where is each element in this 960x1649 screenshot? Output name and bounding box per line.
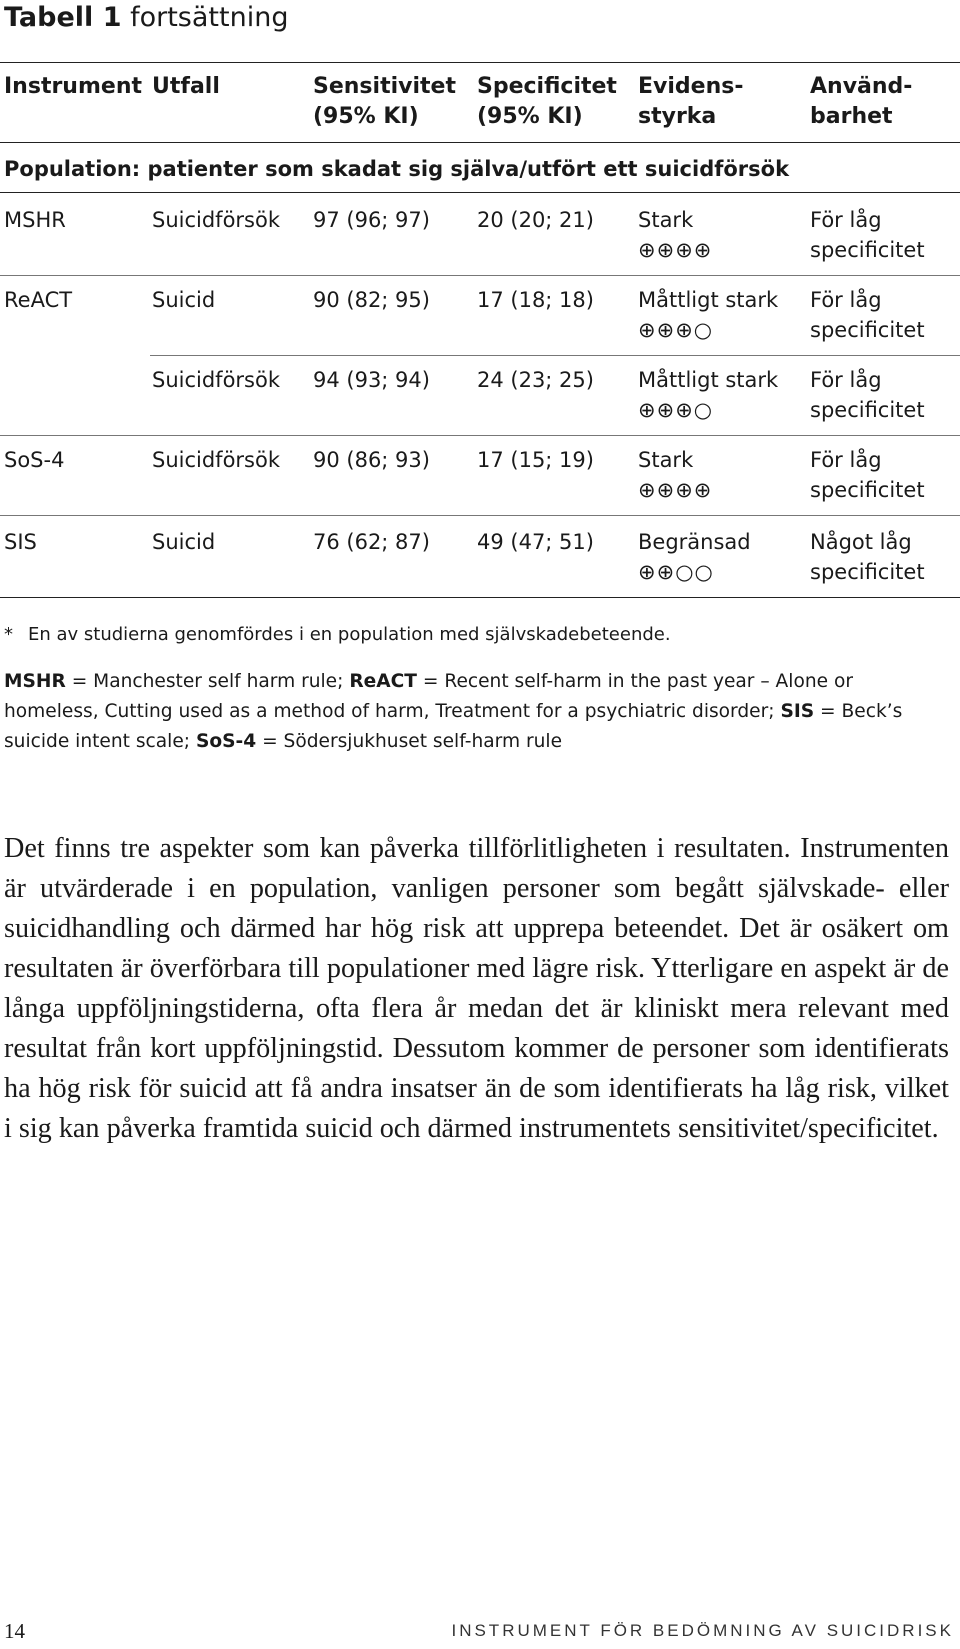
- header-sensitivitet-line2: (95% KI): [313, 104, 419, 129]
- row-divider: [0, 275, 960, 276]
- abbr-term: SIS: [780, 701, 815, 722]
- footnote-text: En av studierna genomfördes i en population med självskadebeteende.: [28, 624, 671, 645]
- cell-anvandbarhet: [810, 445, 925, 505]
- abbr-definition: = Manchester self harm rule;: [65, 671, 350, 692]
- evidence-grade-icon: ⊕⊕⊕⊕: [638, 478, 713, 502]
- row-divider: [0, 435, 960, 436]
- population-row: Population: patienter som skadat sig själva/utfört ett suicidförsök: [4, 157, 790, 181]
- cell-evidensstyrka: [638, 285, 778, 345]
- header-sensitivitet: [313, 72, 456, 132]
- evidence-grade-icon: ⊕⊕○○: [638, 560, 714, 584]
- body-paragraph-block: [4, 829, 949, 1149]
- cell-evidensstyrka: [638, 365, 778, 425]
- anvand-line2: specificitet: [810, 238, 925, 262]
- cell-utfall: Suicid: [152, 288, 216, 312]
- cell-evidensstyrka: [638, 527, 751, 587]
- table-caption-title: fortsättning: [130, 2, 289, 33]
- header-instrument: Instrument: [4, 74, 142, 99]
- anvand-line1: Något låg: [810, 530, 912, 554]
- cell-specificitet: 20 (20; 21): [477, 208, 594, 232]
- cell-utfall: Suicidförsök: [152, 368, 281, 392]
- cell-sensitivitet: 90 (82; 95): [313, 288, 430, 312]
- abbr-term: SoS-4: [195, 731, 257, 752]
- abbreviation-list: [4, 667, 944, 757]
- table-footnote: [4, 620, 671, 650]
- header-anvandbarhet: [810, 72, 912, 132]
- table-top-rule: [0, 62, 960, 63]
- footnote-marker: *: [4, 624, 13, 645]
- cell-specificitet: 17 (18; 18): [477, 288, 594, 312]
- cell-sensitivitet: 94 (93; 94): [313, 368, 430, 392]
- cell-specificitet: 24 (23; 25): [477, 368, 594, 392]
- evidens-label: Stark: [638, 448, 694, 472]
- header-specificitet-line1: Specificitet: [477, 74, 617, 99]
- header-evidens-line2: styrka: [638, 104, 717, 129]
- row-divider: [150, 355, 960, 356]
- abbr-definition: = Södersjukhuset self-harm rule: [256, 731, 563, 752]
- header-evidensstyrka: [638, 72, 743, 132]
- evidence-grade-icon: ⊕⊕⊕○: [638, 318, 714, 342]
- abbr-term: ReACT: [349, 671, 417, 692]
- header-evidens-line1: Evidens-: [638, 74, 744, 99]
- anvand-line2: specificitet: [810, 318, 925, 342]
- body-paragraph: Det finns tre aspekter som kan påverka tillförlitligheten i resultaten. Instrumenten är utvärderade i en population, vanligen personer som begått självskade- eller suicidhandling och därmed har hög risk att upprepa beteendet. Det är osäkert om resultaten är överförbara till populationer med lägre risk. Ytterligare en aspekt är de långa uppföljningstiderna, ofta flera år medan det är kliniskt mera relevant med resultat från kort uppföljningstid. Dessutom kommer de personer som identifierats ha hög risk för suicid att få andra insatser än de som identifierats ha låg risk, vilket i sig kan påverka framtida suicid och därmed instrumentets sensitivitet/specificitet.: [4, 833, 949, 1144]
- cell-instrument: SoS-4: [4, 448, 65, 472]
- cell-specificitet: 49 (47; 51): [477, 530, 594, 554]
- anvand-line2: specificitet: [810, 560, 925, 584]
- table-label: Tabell 1: [4, 2, 122, 33]
- evidens-label: Begränsad: [638, 530, 751, 554]
- evidens-label: Måttligt stark: [638, 288, 779, 312]
- cell-evidensstyrka: [638, 205, 712, 265]
- abbr-definition: = Recent self-harm in the past year – Alone or homeless, Cutting used as a method of harm, Treatment for a psychiatric disorder;: [4, 671, 853, 722]
- anvand-line1: För låg: [810, 448, 882, 472]
- cell-utfall: Suicidförsök: [152, 448, 281, 472]
- cell-sensitivitet: 90 (86; 93): [313, 448, 430, 472]
- header-bottom-rule: [0, 142, 960, 143]
- cell-anvandbarhet: [810, 527, 925, 587]
- cell-evidensstyrka: [638, 445, 712, 505]
- header-sensitivitet-line1: Sensitivitet: [313, 74, 456, 99]
- header-anvand-line1: Använd-: [810, 74, 913, 99]
- header-specificitet: [477, 72, 617, 132]
- anvand-line1: För låg: [810, 208, 882, 232]
- abbr-definition: = Beck’s suicide intent scale;: [4, 701, 903, 752]
- cell-sensitivitet: 76 (62; 87): [313, 530, 430, 554]
- cell-instrument: SIS: [4, 530, 37, 554]
- page-number: 14: [4, 1619, 25, 1643]
- cell-anvandbarhet: [810, 285, 925, 345]
- evidence-grade-icon: ⊕⊕⊕○: [638, 398, 714, 422]
- row-divider: [0, 515, 960, 516]
- abbr-term: MSHR: [4, 671, 66, 692]
- anvand-line2: specificitet: [810, 398, 925, 422]
- cell-anvandbarhet: [810, 365, 925, 425]
- evidence-grade-icon: ⊕⊕⊕⊕: [638, 238, 713, 262]
- header-specificitet-line2: (95% KI): [477, 104, 583, 129]
- cell-instrument: ReACT: [4, 288, 73, 312]
- cell-instrument: MSHR: [4, 208, 66, 232]
- cell-sensitivitet: 97 (96; 97): [313, 208, 430, 232]
- cell-utfall: Suicid: [152, 530, 216, 554]
- anvand-line2: specificitet: [810, 478, 925, 502]
- table-bottom-rule: [0, 597, 960, 598]
- evidens-label: Måttligt stark: [638, 368, 779, 392]
- header-utfall: Utfall: [152, 74, 220, 99]
- anvand-line1: För låg: [810, 368, 882, 392]
- table-caption: [4, 2, 288, 34]
- anvand-line1: För låg: [810, 288, 882, 312]
- cell-anvandbarhet: [810, 205, 925, 265]
- cell-utfall: Suicidförsök: [152, 208, 281, 232]
- running-footer-title: INSTRUMENT FÖR BEDÖMNING AV SUICIDRISK: [451, 1621, 954, 1640]
- cell-specificitet: 17 (15; 19): [477, 448, 594, 472]
- header-anvand-line2: barhet: [810, 104, 893, 129]
- evidens-label: Stark: [638, 208, 694, 232]
- population-bottom-rule: [0, 192, 960, 193]
